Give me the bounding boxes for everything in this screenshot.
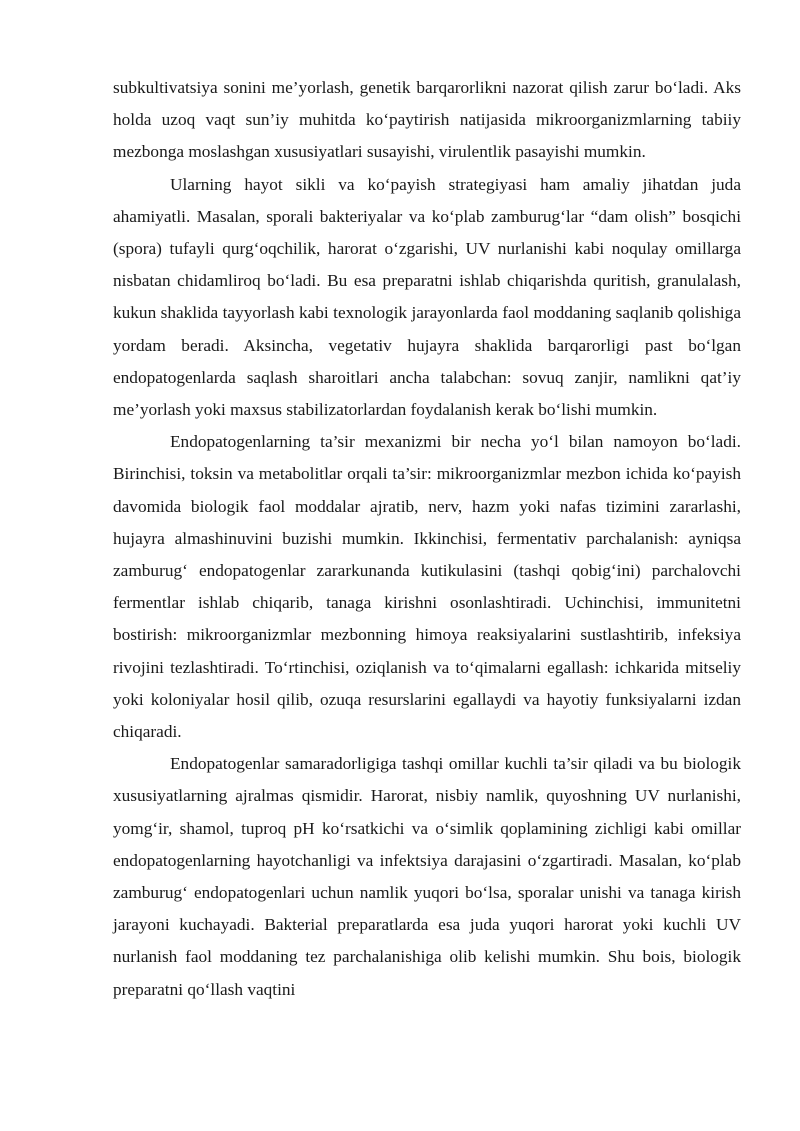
- paragraph-2: Ularning hayot sikli va ko‘payish strategiyasi ham amaliy jihatdan juda ahamiyatli. Masalan, sporali bakteriyalar va ko‘plab zamburug‘lar “dam olish” bosqichi (spora) tufayli qurg‘oqchilik, harorat o‘zgarishi, UV nurlanishi kabi noqulay omillarga nisbatan chidamliroq bo‘ladi. Bu esa preparatni ishlab chiqarishda quritish, granulalash, kukun shaklida tayyorlash kabi texnologik jarayonlarda faol moddaning saqlanib qolishiga yordam beradi. Aksincha, vegetativ hujayra shaklida barqarorligi past bo‘lgan endopatogenlarda saqlash sharoitlari ancha talabchan: sovuq zanjir, namlikni qat’iy me’yorlash yoki maxsus stabilizatorlardan foydalanish kerak bo‘lishi mumkin.: [113, 174, 741, 420]
- paragraph-4: Endopatogenlar samaradorligiga tashqi omillar kuchli ta’sir qiladi va bu biologik xususiyatlarning ajralmas qismidir. Harorat, nisbiy namlik, quyoshning UV nurlanishi, yomg‘ir, shamol, tuproq pH ko‘rsatkichi va o‘simlik qoplamining zichligi kabi omillar endopatogenlarning hayotchanligi va infektsiya darajasini o‘zgartiradi. Masalan, ko‘plab zamburug‘ endopatogenlari uchun namlik yuqori bo‘lsa, sporalar unishi va tanaga kirish jarayoni kuchayadi. Bakterial preparatlarda esa juda yuqori harorat yoki kuchli UV nurlanish faol moddaning tez parchalanishiga olib kelishi mumkin. Shu bois, biologik preparatni qo‘llash vaqtini: [113, 754, 741, 999]
- paragraph-3: Endopatogenlarning ta’sir mexanizmi bir necha yo‘l bilan namoyon bo‘ladi. Birinchisi, toksin va metabolitlar orqali ta’sir: mikroorganizmlar mezbon ichida ko‘payish davomida biologik faol moddalar ajratib, nerv, hazm yoki nafas tizimini zararlashi, hujayra almashinuvini buzishi mumkin. Ikkinchisi, fermentativ parchalanish: ayniqsa zamburug‘ endopatogenlar zararkunanda kutikulasini (tashqi qobig‘ini) parchalovchi fermentlar ishlab chiqarib, tanaga kirishni osonlashtiradi. Uchinchisi, immunitetni bostirish: mikroorganizmlar mezbonning himoya reaksiyalarini sustlashtirib, infeksiya rivojini tezlashtiradi. To‘rtinchisi, oziqlanish va to‘qimalarni egallash: ichkarida mitseliy yoki koloniyalar hosil qilib, ozuqa resurslarini egallaydi va hayotiy funksiyalarni izdan chiqaradi.: [113, 432, 741, 742]
- document-page: [113, 72, 741, 1006]
- paragraph-1: subkultivatsiya sonini me’yorlash, genetik barqarorlikni nazorat qilish zarur bo‘ladi. Aks holda uzoq vaqt sun’iy muhitda ko‘paytirish natijasida mikroorganizmlarning tabiiy mezbonga moslashgan xususiyatlari susayishi, virulentlik pasayishi mumkin.: [113, 78, 741, 162]
